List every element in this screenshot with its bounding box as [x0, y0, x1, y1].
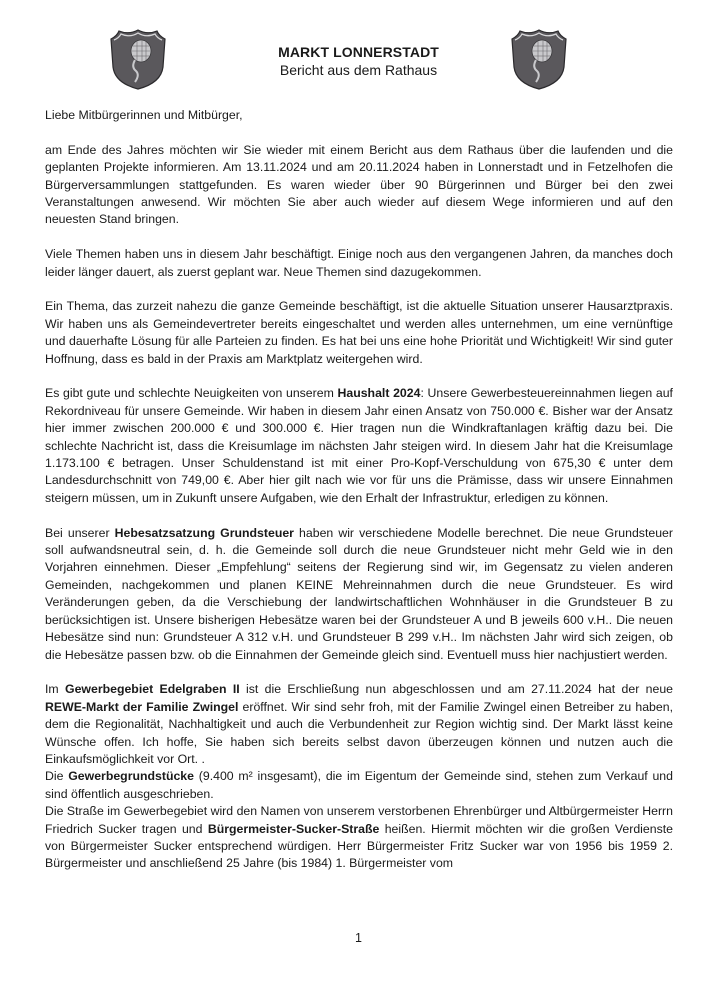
text-span: ist die Erschließung nun abgeschlossen und am 27.11.2024 hat der neue: [239, 682, 673, 697]
heading-business-park: Gewerbegebiet Edelgraben II: [65, 682, 240, 697]
paragraph-property-tax: [45, 525, 673, 664]
paragraph-topics: Viele Themen haben uns in diesem Jahr beschäftigt. Einige noch aus den vergangenen Jahren, da manches doch leider länger dauert, als zuerst geplant war. Neue Themen sind dazugekommen.: [45, 247, 673, 279]
letterhead-title-block: [0, 44, 717, 78]
text-span: Die: [45, 769, 69, 784]
text-span: : Unsere Gewerbesteuereinnahmen liegen auf Rekordniveau für unsere Gemeinde. Wir haben in diesem Jahr einen Ansatz von 750.000 €. Bisher war der Ansatz hier immer zwischen 200.000 € und 300.000 €. Hier tragen nun die Windkraftanlagen kräftig dazu bei. Die schlechte Nachricht ist, dass die Kreisumlage im nächsten Jahr steigen wird. In diesem Jahr hat die Kreisumlage 1.173.100 € betragen. Unser Schuldenstand ist mit einer Pro-Kopf-Verschuldung von 675,30 € unter dem Landesdurchschnitt von 749,00 €. Aber hier gilt nach wie vor für uns die Prämisse, dass wir unsere Einnahmen steigern müssen, um in Zukunft unsere Aufgaben, wie den Erhalt der Infrastruktur, erledigen zu können.: [45, 386, 673, 505]
document-subtitle: Bericht aus dem Rathaus: [279, 62, 438, 78]
text-span: Bei unserer: [45, 525, 115, 540]
text-span: haben wir verschiedene Modelle berechnet. Die neue Grundsteuer soll aufwandsneutral sein, d. h. die Gemeinde soll durch die neue Grundsteuer nicht mehr Geld wie in den Vorjahren einnehmen. Dieser „Empfehlung“ seitens der Regierung sind wir, im Gegensatz zu vielen anderen Gemeinden, nachgekommen und planen KEINE Mehreinnahmen durch die neue Grundsteuer. Es wird Veränderungen geben, da die Verschiebung der landwirtschaftlichen Wohnhäuser in die Grundsteuer B zu berücksichtigen ist. Unsere bisherigen Hebesätze waren bei der Grundsteuer A und B jeweils 600 v.H.. Die neuen Hebesätze sind nun: Grundsteuer A 312 v.H. und Grundsteuer B 299 v.H.. Im nächsten Jahr wird sich zeigen, ob die Hebesätze passen bzw. ob die Einnahmen der Gemeinde gleich sind. Eventuell muss hier nachjustiert werden.: [45, 525, 673, 662]
coat-of-arms-icon: [510, 27, 568, 91]
text-span: Die Straße im Gewerbegebiet wird den Namen von unserem verstorbenen Ehrenbürger und Altbürgermeister Herrn Friedrich Sucker tragen und: [45, 804, 673, 836]
paragraph-budget: [45, 385, 673, 507]
heading-property-tax: Hebesatzsatzung Grundsteuer: [114, 525, 294, 540]
heading-commercial-plots: Gewerbegrundstücke: [68, 769, 194, 784]
paragraph-intro: am Ende des Jahres möchten wir Sie wieder mit einem Bericht aus dem Rathaus über die laufenden und die geplanten Projekte informieren. Am 13.11.2024 und am 20.11.2024 haben in Lonnerstadt und in Fetzelhofen die Bürgerversammlungen stattgefunden. Es waren wieder über 90 Bürgerinnen und Bürger bei den zwei Veranstaltungen anwesend. Wir möchten Sie aber auch wieder auf diesem Wege informieren und auf den neuesten Stand bringen.: [45, 142, 673, 227]
text-span: (9.400 m² insgesamt), die im Eigentum der Gemeinde sind, stehen zum Verkauf und sind öffentlich ausgeschrieben.: [45, 769, 673, 801]
letter-body: [45, 107, 673, 873]
paragraph-street-name: [45, 803, 673, 873]
page-number: 1: [355, 931, 362, 945]
paragraph-doctor-practice: Ein Thema, das zurzeit nahezu die ganze Gemeinde beschäftigt, ist die aktuelle Situation unserer Hausarztpraxis. Wir haben uns als Gemeindevertreter bereits eingeschaltet und werden alles unternehmen, um eine vernünftige und dauerhafte Lösung für alle Parteien zu finden. Es hat bei uns eine hohe Priorität und Wichtigkeit! Wir sind guter Hoffnung, dass es bald in der Praxis am Marktplatz weitergehen wird.: [45, 299, 673, 366]
text-span: Im: [45, 682, 66, 697]
text-span: heißen. Hiermit möchten wir die großen Verdienste von Bürgermeister Sucker entsprechend würdigen. Herr Bürgermeister Fritz Sucker war von 1956 bis 1959 2. Bürgermeister und anschließend 25 Jahre (bis 1984) 1. Bürgermeister vom: [45, 821, 673, 871]
heading-budget: Haushalt 2024: [337, 386, 421, 401]
heading-street-name: Bürgermeister-Sucker-Straße: [207, 821, 380, 836]
letterhead: [0, 0, 717, 100]
text-span: Es gibt gute und schlechte Neuigkeiten von unserem: [45, 386, 338, 401]
text-span: eröffnet. Wir sind sehr froh, mit der Familie Zwingel einen Betreiber zu haben, dem die Regionalität, Nachhaltigkeit und auch die Verbundenheit zur Region wichtig sind. Der Markt lässt keine Wünsche offen. Ich hoffe, Sie haben sich bereits selbst davon überzeugen können und nutzen auch die Einkaufsmöglichkeit vor Ort. .: [45, 699, 673, 766]
document-title: MARKT LONNERSTADT: [278, 44, 439, 60]
greeting: Liebe Mitbürgerinnen und Mitbürger,: [45, 108, 243, 122]
heading-rewe-market: REWE-Markt der Familie Zwingel: [45, 699, 239, 714]
paragraph-business-park: [45, 681, 673, 768]
paragraph-commercial-plots: [45, 768, 673, 803]
